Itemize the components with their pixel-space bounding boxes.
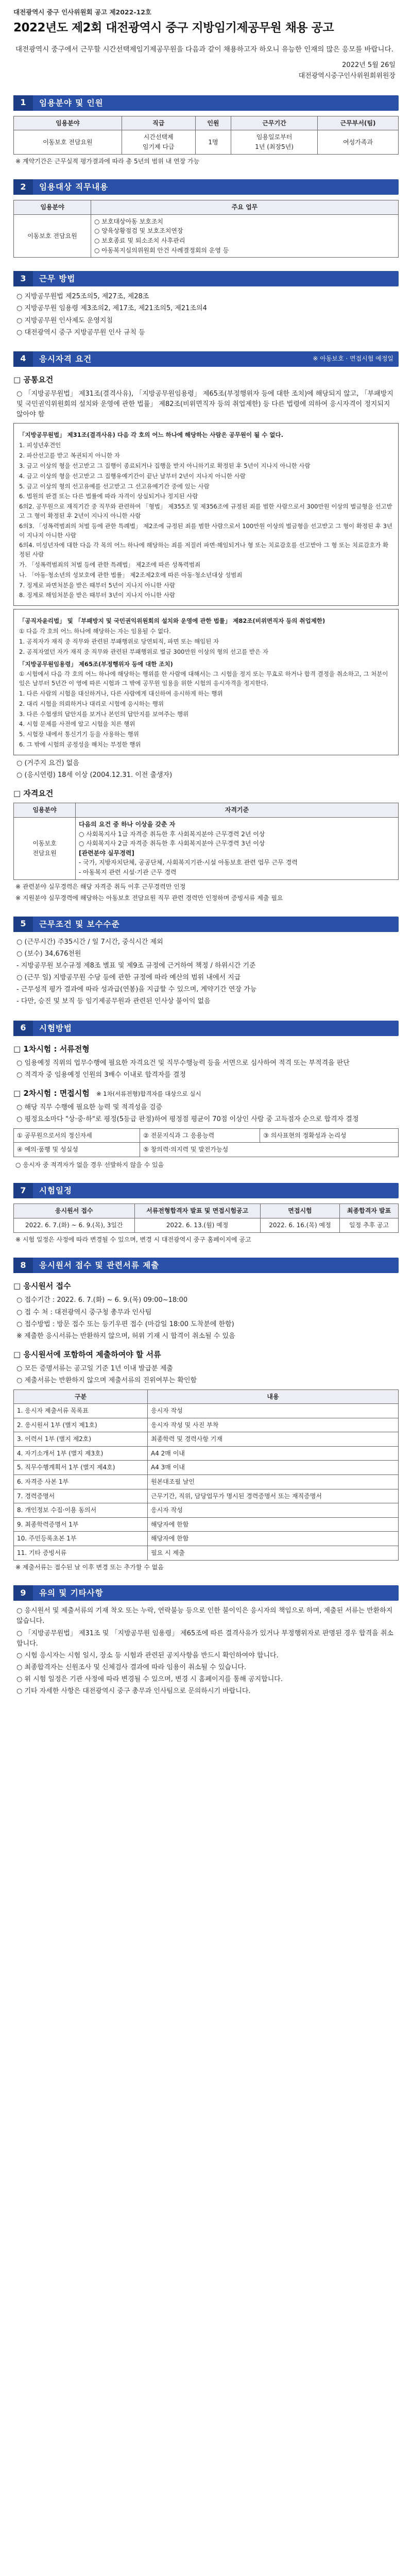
qual-line: ○ 사회복지사 1급 자격증 취득한 후 사회복지분야 근무경력 2년 이상 <box>79 830 265 838</box>
qual-field: 이동보호 전담요원 <box>14 817 76 879</box>
list-item: ○ 기타 자세한 사항은 대전광역시 중구 총무과 인사팀으로 문의하시기 바랍니다. <box>16 1687 251 1696</box>
list-item: - 근무성적 평가 결과에 따라 성과급(연봉)을 지급할 수 있으며, 계약기간 연장 가능 <box>16 986 257 994</box>
col-header: 임용분야 <box>14 200 91 215</box>
doc-desc: A4 3매 이내 <box>148 1461 399 1475</box>
table-cell: 일정 추후 공고 <box>340 1218 399 1232</box>
section-7-header <box>13 1183 399 1198</box>
table-row <box>14 1461 399 1475</box>
list-item: ○ 접 수 처 : 대전광역시 중구청 총무과 인사팀 <box>16 1308 152 1316</box>
doc-name: 10. 주민등록초본 1부 <box>14 1532 148 1546</box>
doc-name: 11. 기타 증빙서류 <box>14 1546 148 1561</box>
duty-field: 이동보호 전담요원 <box>14 214 91 257</box>
col-header: 주요 업무 <box>91 200 399 215</box>
box-line: 5. 시험장 내에서 통신기기 등을 사용하는 행위 <box>19 731 139 738</box>
table-row <box>14 1546 399 1561</box>
box-line: 4. 시험 문제를 사전에 알고 시험을 치른 행위 <box>19 720 135 728</box>
section-title: 응시원서 접수 및 관련서류 제출 <box>39 1261 160 1270</box>
doc-desc: 근무기간, 직위, 담당업무가 명시된 경력증명서 또는 재직증명서 <box>148 1489 399 1503</box>
page-title: 2022년도 제2회 대전광역시 중구 지방임기제공무원 채용 공고 <box>13 21 334 35</box>
box-line: 1. 공직자가 재직 중 직무와 관련된 부패행위로 당연퇴직, 파면 또는 해임된 자 <box>19 637 219 645</box>
list-item: - 지방공무원 보수규정 제8조 별표 및 제9조 규정에 근거하여 책정 / 하위시간 기준 <box>16 961 256 970</box>
section-number: 5 <box>13 917 33 932</box>
criterion: ① 공무원으로서의 정신자세 <box>14 1128 140 1143</box>
section-1-header <box>13 95 399 111</box>
table-cell: 2022. 6. 13.(월) 예정 <box>134 1218 260 1232</box>
section-title: 근무조건 및 보수수준 <box>39 919 120 929</box>
box-line: 8. 징계로 해임처분을 받은 때부터 3년이 지나지 아니한 사람 <box>19 591 176 599</box>
second-exam-heading <box>13 1088 399 1099</box>
list-item: ○ 평정요소마다 "상·중·하"로 평정(5등급 판정)하여 평정점 평균이 70점 이상인 사람 중 고득점자 순으로 합격자 결정 <box>16 1115 359 1124</box>
doc-desc: 필요 시 제출 <box>148 1546 399 1561</box>
section-6-header <box>13 1021 399 1036</box>
section-number: 2 <box>13 179 33 195</box>
box-line: 6. 그 밖에 시험의 공정성을 해치는 부정한 행위 <box>19 741 141 749</box>
duty-item: ○ 보호종료 및 퇴소조치 사후관리 <box>94 237 185 245</box>
box-title: 「공직자윤리법」 및 「부패방지 및 국민권익위원회의 설치와 운영에 관한 법률」 제82조(비위면직자 등의 취업제한) <box>19 617 325 625</box>
note-line: ※ 지원분야 실무경력에 해당하는 아동보호 전담요원 직무 관련 경력만 인정하며 증빙서류 제출 필요 <box>15 894 283 902</box>
duty-item: ○ 보호대상아동 보호조치 <box>94 217 164 225</box>
notice-date: 2022년 5월 26일 <box>342 61 396 70</box>
duty-item: ○ 아동복지심의위원회 안건 사례결정회의 운영 등 <box>94 246 229 254</box>
doc-desc: 원본대조필 날인 <box>148 1475 399 1489</box>
list-item: ○ 적격자 중 임용예정 인원의 3배수 이내로 합격자를 결정 <box>16 1071 186 1079</box>
list-item: ○ 접수기간 : 2022. 6. 7.(화) ~ 6. 9.(목) 09:00~18:00 <box>16 1296 188 1304</box>
qualification-heading: □ 자격요건 <box>13 789 54 799</box>
signature-block <box>16 60 396 82</box>
doc-name: 4. 자기소개서 1부 (별지 제3호) <box>14 1446 148 1461</box>
section-title: 임용대상 직무내용 <box>39 182 109 192</box>
positions-table <box>13 116 399 155</box>
list-item: ○ 최종합격자는 신원조사 및 신체검사 결과에 따라 임용이 취소될 수 있습니다. <box>16 1663 247 1671</box>
common-requirements-heading: □ 공통요건 <box>13 375 54 384</box>
list-item: ○ 응시원서 및 제출서류의 기재 착오 또는 누락, 연락불능 등으로 인한 불이익은 응시자의 책임으로 하며, 제출된 서류는 반환하지 않습니다. <box>16 1607 393 1625</box>
evaluation-criteria-table <box>13 1128 399 1157</box>
list-item: ○ 지방공무원 임용령 제3조의2, 제17조, 제21조의5, 제21조의4 <box>16 304 207 313</box>
section-number: 7 <box>13 1183 33 1198</box>
qual-notes <box>13 882 399 903</box>
doc-name: 3. 이력서 1부 (별지 제2호) <box>14 1432 148 1447</box>
box-line: 3. 다른 수험생의 답안지를 보거나 본인의 답안지를 보여주는 행위 <box>19 710 189 718</box>
box-line: 6의4. 미성년자에 대한 다음 각 목의 어느 하나에 해당하는 죄를 저질러 파면·해임되거나 형 또는 치료감호를 선고받아 그 형 또는 치료감호가 확정된 사람 <box>19 541 389 558</box>
list-item: ○ 시험 응시자는 시험 일시, 장소 등 시험과 관련된 공지사항을 반드시 확인하여야 합니다. <box>16 1651 279 1659</box>
table-row <box>14 1532 399 1546</box>
table-cell: 이동보호 전담요원 <box>14 130 122 154</box>
duty-item: ○ 양육상황점검 및 보호조치연장 <box>94 227 183 235</box>
documents-table <box>13 1389 399 1561</box>
section-number: 3 <box>13 271 33 286</box>
section-title: 시험일정 <box>39 1186 72 1196</box>
table-row <box>14 1475 399 1489</box>
table-row <box>14 1489 399 1503</box>
section-number: 9 <box>13 1585 33 1601</box>
age-requirement: ○ (응시연령) 18세 이상 (2004.12.31. 이전 출생자) <box>16 771 173 779</box>
section-title: 응시자격 요건 <box>39 354 92 364</box>
qual-line: [관련분야 실무경력] <box>79 849 134 857</box>
list-item: ○ 해당 직무 수행에 필요한 능력 및 적격성을 검증 <box>16 1104 163 1112</box>
list-item: ○ 접수방법 : 방문 접수 또는 등기우편 접수 (마감일 18:00 도착분에 한함) <box>16 1320 234 1328</box>
doc-desc: 응시자 작성 <box>148 1404 399 1418</box>
criterion: ③ 의사표현의 정확성과 논리성 <box>260 1128 399 1143</box>
list-item: ○ 「지방공무원법」 제31조 및 「지방공무원 임용령」 제65조에 따른 결격사유가 있거나 부정행위자로 판명된 경우 합격을 취소합니다. <box>16 1629 393 1648</box>
second-exam-title: □ 2차시험 : 면접시험 <box>13 1089 90 1098</box>
section-2-header <box>13 179 399 195</box>
criterion: ⑤ 창의력·의지력 및 발전가능성 <box>140 1143 399 1157</box>
section-title: 시험방법 <box>39 1023 72 1033</box>
doc-desc: 응시자 작성 및 사진 부착 <box>148 1418 399 1432</box>
section-number: 4 <box>13 351 33 367</box>
schedule-note: ※ 시험 일정은 사정에 따라 변경될 수 있으며, 변경 시 대전광역시 중구 홈페이지에 공고 <box>15 1235 251 1243</box>
list-item: ○ 지방공무원 인사제도 운영지침 <box>16 316 113 325</box>
intro-text: 대전광역시 중구에서 근무할 시간선택제임기제공무원을 다음과 같이 채용하고자 하오니 유능한 인재의 많은 응모를 바랍니다. <box>15 45 393 54</box>
list-item: ○ 지방공무원법 제25조의5, 제27조, 제28조 <box>16 293 149 301</box>
box-line: 6의2. 공무원으로 재직기간 중 직무와 관련하여 「형법」 제355조 및 제356조에 규정된 죄를 범한 사람으로서 300만원 이상의 벌금형을 선고받고 그 형이 확정된 후 2년이 지나지 아니한 사람 <box>19 503 392 519</box>
section-8-header <box>13 1258 399 1273</box>
criterion: ④ 예의·품행 및 성실성 <box>14 1143 140 1157</box>
box-line: ① 다음 각 호의 어느 하나에 해당하는 자는 임용될 수 없다. <box>19 628 171 635</box>
notice-number: 대전광역시 중구 인사위원회 공고 제2022-12호 <box>13 8 151 16</box>
table-row <box>14 1503 399 1518</box>
col-header: 최종합격자 발표 <box>340 1204 399 1218</box>
contract-note: ※ 계약기간은 근무실적 평가결과에 따라 총 5년의 범위 내 연장 가능 <box>15 157 200 165</box>
list-item: ○ (보수) 34,676천원 <box>16 950 81 958</box>
col-header: 응시원서 접수 <box>14 1204 135 1218</box>
work-conditions-list <box>13 937 399 1007</box>
first-exam-heading: □ 1차시험 : 서류전형 <box>13 1044 90 1054</box>
box-line: 4. 금고 이상의 형을 선고받고 그 집행유예기간이 끝난 날부터 2년이 지나지 아니한 사람 <box>19 472 246 480</box>
qual-line: 다음의 요건 중 하나 이상을 갖춘 자 <box>79 820 176 828</box>
doc-desc: 응시자 작성 <box>148 1503 399 1518</box>
residence-age-list <box>13 758 399 781</box>
legal-basis-list <box>13 292 399 338</box>
section-number: 8 <box>13 1258 33 1273</box>
qual-line: ○ 사회복지사 2급 자격증 취득한 후 사회복지분야 근무경력 3년 이상 <box>79 840 265 848</box>
box-line: 7. 징계로 파면처분을 받은 때부터 5년이 지나지 아니한 사람 <box>19 581 176 589</box>
table-row <box>14 130 399 154</box>
duties-table <box>13 200 399 258</box>
doc-desc: 최종학력 및 경력사항 기재 <box>148 1432 399 1447</box>
documents-notes <box>13 1364 399 1386</box>
section-title: 임용분야 및 인원 <box>39 98 104 108</box>
doc-desc: 해당자에 한함 <box>148 1532 399 1546</box>
list-item: ○ 모든 증명서류는 공고일 기준 1년 이내 발급분 제출 <box>16 1365 173 1373</box>
common-requirements-list <box>13 389 399 420</box>
list-item: ○ (근무시간) 주35시간 / 일 7시간, 중식시간 제외 <box>16 938 163 946</box>
doc-name: 2. 응시원서 1부 (별지 제1호) <box>14 1418 148 1432</box>
box-line: 1. 다른 사람의 시험을 대신하거나, 다른 사람에게 대신하여 응시하게 하는 행위 <box>19 689 223 697</box>
notes-list <box>13 1606 399 1697</box>
col-header: 인원 <box>195 116 231 130</box>
doc-name: 9. 최종학력증명서 1부 <box>14 1517 148 1532</box>
section-3-header <box>13 271 399 286</box>
doc-name: 5. 직무수행계획서 1부 (별지 제4호) <box>14 1461 148 1475</box>
table-cell: 임용일로부터 1년 (최장5년) <box>231 130 318 154</box>
section-9-header <box>13 1585 399 1601</box>
table-row <box>14 1517 399 1532</box>
qual-line: - 국가, 지방자치단체, 공공단체, 사회복지기관·시설 아동보호 관련 업무 근무 경력 <box>79 859 298 867</box>
list-item: ○ 임용예정 직위의 업무수행에 필요한 자격요건 및 직무수행능력 등을 서면으로 심사하여 적격 또는 부적격을 판단 <box>16 1059 350 1067</box>
col-header: 임용분야 <box>14 116 122 130</box>
box-title: 「지방공무원법」 제31조(결격사유) 다음 각 호의 어느 하나에 해당하는 사람은 공무원이 될 수 없다. <box>19 431 283 439</box>
table-row <box>14 1418 399 1432</box>
doc-desc: A4 2매 이내 <box>148 1446 399 1461</box>
section-title: 유의 및 기타사항 <box>39 1588 104 1598</box>
table-cell: 2022. 6. 16.(목) 예정 <box>260 1218 339 1232</box>
section-number: 1 <box>13 95 33 111</box>
list-item: ○ 제출서류는 반환하지 않으며 제출서류의 진위여부는 확인함 <box>16 1377 197 1385</box>
first-exam-list <box>13 1058 399 1080</box>
table-cell: 2022. 6. 7.(화) ~ 6. 9.(목), 3일간 <box>14 1218 135 1232</box>
application-heading: □ 응시원서 접수 <box>13 1281 71 1291</box>
section-5-header <box>13 917 399 932</box>
qualification-table <box>13 803 399 879</box>
box-line: 2. 파산선고를 받고 복권되지 아니한 자 <box>19 452 120 460</box>
box-line: ① 시험에서 다음 각 호의 어느 하나에 해당하는 행위를 한 사람에 대해서는 그 시험을 정지 또는 무효로 하거나 합격 결정을 취소하고, 그 처분이 있은 날부터 5년간 이 영에 따른 시험과 그 밖에 공무원 임용을 위한 시험의 응시자격을 정지한다. <box>19 670 388 687</box>
second-exam-list <box>13 1103 399 1125</box>
anticorruption-box <box>13 609 399 755</box>
box-line: 5. 금고 이상의 형의 선고유예를 선고받고 그 선고유예기간 중에 있는 사람 <box>19 482 210 490</box>
table-cell: 여성가족과 <box>318 130 399 154</box>
doc-desc: 해당자에 한함 <box>148 1517 399 1532</box>
qual-line: - 아동복지 관련 시설·기관 근무 경력 <box>79 868 177 876</box>
box-line: 3. 금고 이상의 형을 선고받고 그 집행이 종료되거나 집행을 받지 아니하기로 확정된 후 5년이 지나지 아니한 사람 <box>19 462 311 469</box>
list-item: ※ 제출한 응시서류는 반환하지 않으며, 허위 기재 시 합격이 취소될 수 있음 <box>16 1332 235 1340</box>
doc-name: 6. 자격증 사본 1부 <box>14 1475 148 1489</box>
list-item: ○ (근무 일) 지방공무원 수당 등에 관한 규정에 따라 예산의 범위 내에서 지급 <box>16 974 241 982</box>
documents-footnote: ※ 제출서류는 접수된 날 이후 변경 또는 추가할 수 없음 <box>15 1563 164 1571</box>
col-header: 근무기간 <box>231 116 318 130</box>
table-row <box>14 1432 399 1447</box>
documents-heading: □ 응시원서에 포함하여 제출하여야 할 서류 <box>13 1349 161 1359</box>
table-row <box>14 1446 399 1461</box>
section-side-note: ※ 아동보호 · 면접시험 예정일 <box>313 355 393 363</box>
col-header: 면접시험 <box>260 1204 339 1218</box>
list-item: ○ 위 시험 일정은 기관 사정에 따라 변경될 수 있으며, 변경 시 홈페이지를 통해 공지합니다. <box>16 1675 283 1684</box>
box-line: 가. 「성폭력범죄의 처벌 등에 관한 특례법」 제2조에 따른 성폭력범죄 <box>19 561 201 569</box>
col-header: 서류전형합격자 발표 및 면접시험공고 <box>134 1204 260 1218</box>
box-line: 6. 법원의 판결 또는 다른 법률에 따라 자격이 상실되거나 정지된 사람 <box>19 493 198 500</box>
criterion: ② 전문지식과 그 응용능력 <box>140 1128 260 1143</box>
table-cell: 1명 <box>195 130 231 154</box>
box-title: 「지방공무원임용령」 제65조(부정행위자 등에 대한 조치) <box>19 660 173 668</box>
note-line: ※ 관련분야 실무경력은 해당 자격증 취득 이후 근무경력만 인정 <box>15 883 186 890</box>
issuer: 대전광역시중구인사위원회위원장 <box>298 72 396 80</box>
doc-name: 1. 응시자 제출서류 목록표 <box>14 1404 148 1418</box>
no-pass-note: ○ 응시자 중 적격자가 없을 경우 선발하지 않을 수 있음 <box>15 1161 164 1168</box>
box-line: 1. 피성년후견인 <box>19 442 61 449</box>
second-exam-note: ※ 1차(서류전형)합격자를 대상으로 실시 <box>96 1090 201 1098</box>
col-header: 임용분야 <box>14 803 76 818</box>
col-header: 내용 <box>148 1389 399 1404</box>
box-line: 나. 「아동·청소년의 성보호에 관한 법률」 제2조제2호에 따른 아동·청소년대상 성범죄 <box>19 571 243 579</box>
col-header: 구분 <box>14 1389 148 1404</box>
schedule-table <box>13 1204 399 1232</box>
table-row <box>14 1404 399 1418</box>
disqualification-box <box>13 423 399 606</box>
duty-list <box>91 214 399 257</box>
qual-criteria <box>76 817 399 879</box>
list-item: - 다만, 승진 및 보직 등 임기제공무원과 관련된 인사상 불이익 없음 <box>16 997 211 1006</box>
residence-requirement: ○ (거주지 요건) 없음 <box>16 759 79 767</box>
list-item: ○ 「지방공무원법」 제31조(결격사유), 「지방공무원임용령」 제65조(부정행위자 등에 대한 조치)에 해당되지 않고, 「부패방지 및 국민권익위원회의 설치와 운영에 관한 법률」 제82조(비위면직자 등의 취업제한) 등 다른 법령에 의하여 응시자격이 정지되지 않아야 함 <box>16 390 393 419</box>
box-line: 2. 공직자였던 자가 재직 중 직무와 관련된 부패행위로 벌금 300만원 이상의 형의 선고를 받은 자 <box>19 648 269 655</box>
box-line: 2. 대리 시험을 의뢰하거나 대리로 시험에 응시하는 행위 <box>19 700 164 707</box>
section-title: 근무 방법 <box>39 274 76 284</box>
doc-name: 8. 개인정보 수집·이용 동의서 <box>14 1503 148 1518</box>
list-item: ○ 대전광역시 중구 지방공무원 인사 규칙 등 <box>16 328 145 336</box>
section-number: 6 <box>13 1021 33 1036</box>
col-header: 자격기준 <box>76 803 399 818</box>
application-list <box>13 1295 399 1342</box>
box-line: 6의3. 「성폭력범죄의 처벌 등에 관한 특례법」 제2조에 규정된 죄를 범한 사람으로서 100만원 이상의 벌금형을 선고받고 그 형이 확정된 후 3년이 지나지 아니한 사람 <box>19 522 392 539</box>
table-cell: 시간선택제 임기제 다급 <box>122 130 195 154</box>
col-header: 근무부서(팀) <box>318 116 399 130</box>
col-header: 직급 <box>122 116 195 130</box>
section-4-header <box>13 351 399 367</box>
doc-name: 7. 경력증명서 <box>14 1489 148 1503</box>
